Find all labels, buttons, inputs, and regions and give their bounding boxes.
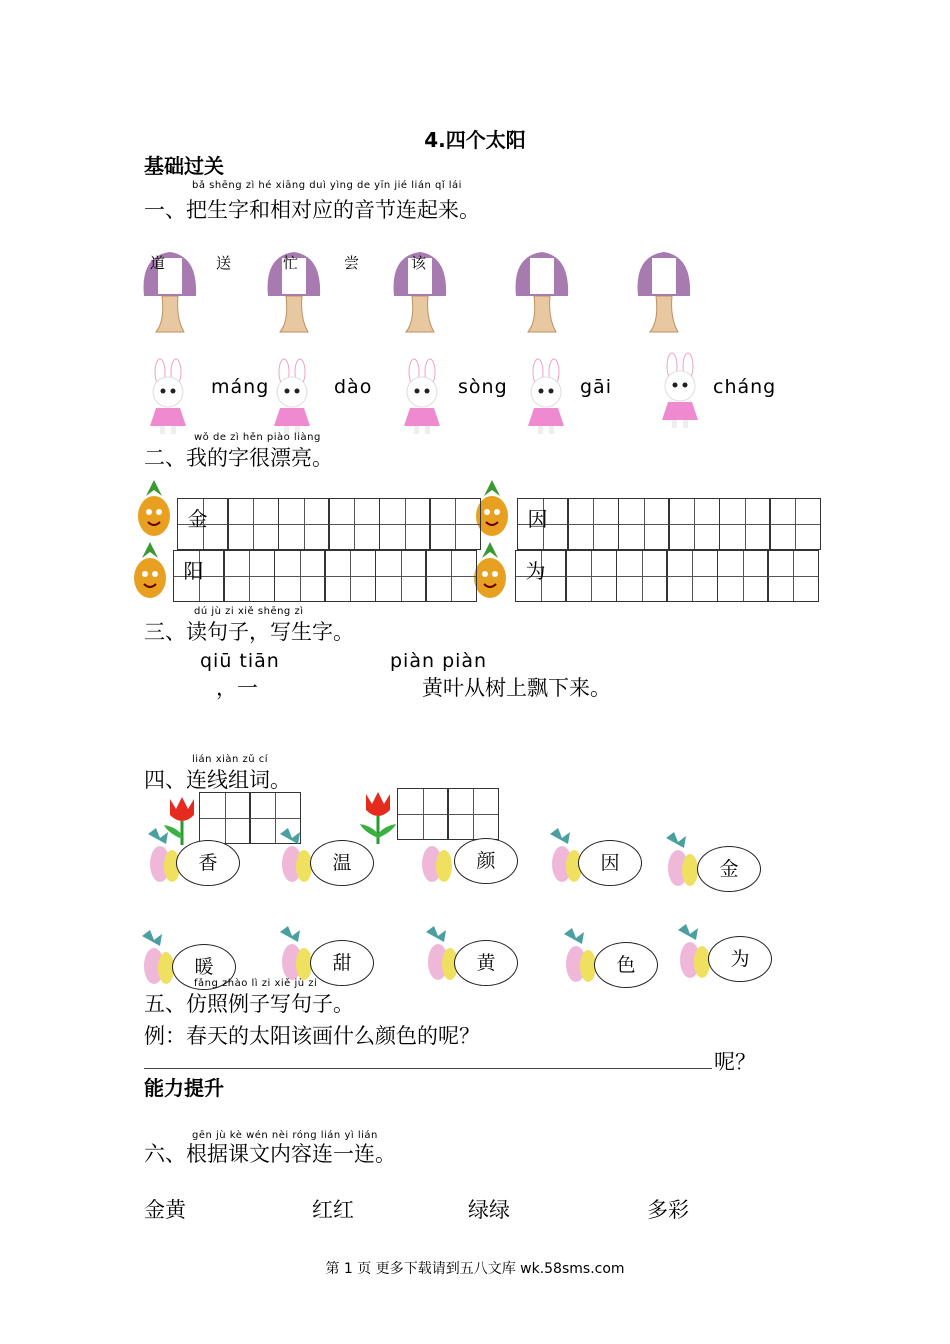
model-char: 因 [527,507,548,531]
grid-cell[interactable] [719,498,771,550]
q1-pinyin: bǎ shēng zì hé xiāng duì yìng de yīn jié lián qǐ lái [192,180,462,191]
q3-pinyin-blank2: piàn piàn [390,650,488,672]
q1-syllable: máng [211,376,270,398]
q1-syllable: dào [334,376,373,398]
writing-grid [174,550,477,602]
word-oval[interactable]: 暖 [172,944,236,990]
pineapple-image [128,540,172,608]
grid-cell[interactable] [567,498,619,550]
q2-text: 二、我的字很漂亮。 [144,446,333,470]
grid-cell[interactable] [375,550,427,602]
bunny-image [518,358,574,438]
model-char: 阳 [183,559,204,583]
grid-cell[interactable] [425,550,477,602]
q6-word: 红红 [312,1198,354,1222]
q1-syllable: gāi [580,376,612,398]
q1-char: 该 [411,254,427,272]
q4-text: 四、连线组词。 [144,768,291,792]
section-ability-heading: 能力提升 [144,1076,224,1100]
grid-cell[interactable] [278,498,330,550]
grid-cell[interactable] [223,550,275,602]
q6-word: 金黄 [144,1198,186,1222]
grid-cell[interactable] [769,498,821,550]
word-oval[interactable]: 色 [594,942,658,988]
grid-cell[interactable] [274,550,326,602]
pineapple-image [132,478,176,538]
q4-pinyin: lián xiàn zǔ cí [192,754,269,765]
q3-sentence-part2: 黄叶从树上飘下来。 [422,676,611,700]
q1-syllable: sòng [458,376,508,398]
tulip-icon [356,790,400,850]
q3-pinyin-blank1: qiū tiān [200,650,280,672]
word-oval[interactable]: 温 [310,840,374,886]
grid-cell-model [515,550,567,602]
word-oval[interactable]: 金 [697,846,761,892]
word-oval[interactable]: 为 [708,936,772,982]
mushroom-image [634,246,694,336]
q3-pinyin: dú jù zi xiě shēng zì [194,606,304,617]
grid-cell[interactable] [717,550,769,602]
grid-cell[interactable] [227,498,279,550]
q1-char: 送 [216,254,232,272]
grid-cell[interactable] [668,498,720,550]
answer-line[interactable] [144,1068,712,1069]
q6-text: 六、根据课文内容连一连。 [144,1142,396,1166]
grid-cell-model [177,498,229,550]
model-char: 为 [525,559,546,583]
grid-cell[interactable] [767,550,819,602]
bunny-image [140,358,196,438]
q3-sentence-part1: ，一 [216,676,258,700]
q5-pinyin: fǎng zhào lì zi xiě jù zi [194,978,318,989]
word-oval[interactable]: 因 [578,840,642,886]
grid-cell[interactable] [618,498,670,550]
q5-example: 例：春天的太阳该画什么颜色的呢？ [144,1024,480,1048]
page-title: 4.四个太阳 [424,128,526,152]
model-char: 金 [187,507,208,531]
q3-text: 三、读句子，写生字。 [144,620,354,644]
writing-grid [178,498,481,550]
bunny-image [394,358,450,438]
q6-pinyin: gēn jù kè wén nèi róng lián yì lián [192,1130,378,1141]
q1-char: 尝 [344,254,360,272]
grid-cell[interactable] [379,498,431,550]
grid-cell[interactable] [429,498,481,550]
grid-cell[interactable] [666,550,718,602]
q5-ending: 呢？ [714,1050,756,1074]
grid-cell-model [173,550,225,602]
mushroom-image [512,246,572,336]
section-basic-heading: 基础过关 [144,154,224,178]
q5-text: 五、仿照例子写句子。 [144,992,354,1016]
grid-cell-model [517,498,569,550]
grid-cell[interactable] [324,550,376,602]
q6-word: 多彩 [647,1198,689,1222]
q2-pinyin: wǒ de zì hěn piào liàng [194,432,321,443]
grid-cell[interactable] [565,550,617,602]
grid-cell[interactable] [616,550,668,602]
q1-text: 一、把生字和相对应的音节连起来。 [144,198,480,222]
page-footer: 第 1 页 更多下载请到五八文库 wk.58sms.com [325,1261,625,1277]
grid-cell[interactable] [328,498,380,550]
word-oval[interactable]: 香 [176,840,240,886]
q1-syllable: cháng [713,376,777,398]
word-oval[interactable]: 黄 [454,940,518,986]
grid-cell[interactable] [199,792,251,844]
q1-char: 忙 [283,254,299,272]
bunny-image [652,352,708,432]
q6-word: 绿绿 [468,1198,510,1222]
writing-grid [516,550,819,602]
word-oval[interactable]: 颜 [454,838,518,884]
q1-char: 道 [150,254,166,272]
mushroom-image [140,246,200,336]
writing-grid [518,498,821,550]
word-oval[interactable]: 甜 [310,940,374,986]
bunny-image [264,358,320,438]
